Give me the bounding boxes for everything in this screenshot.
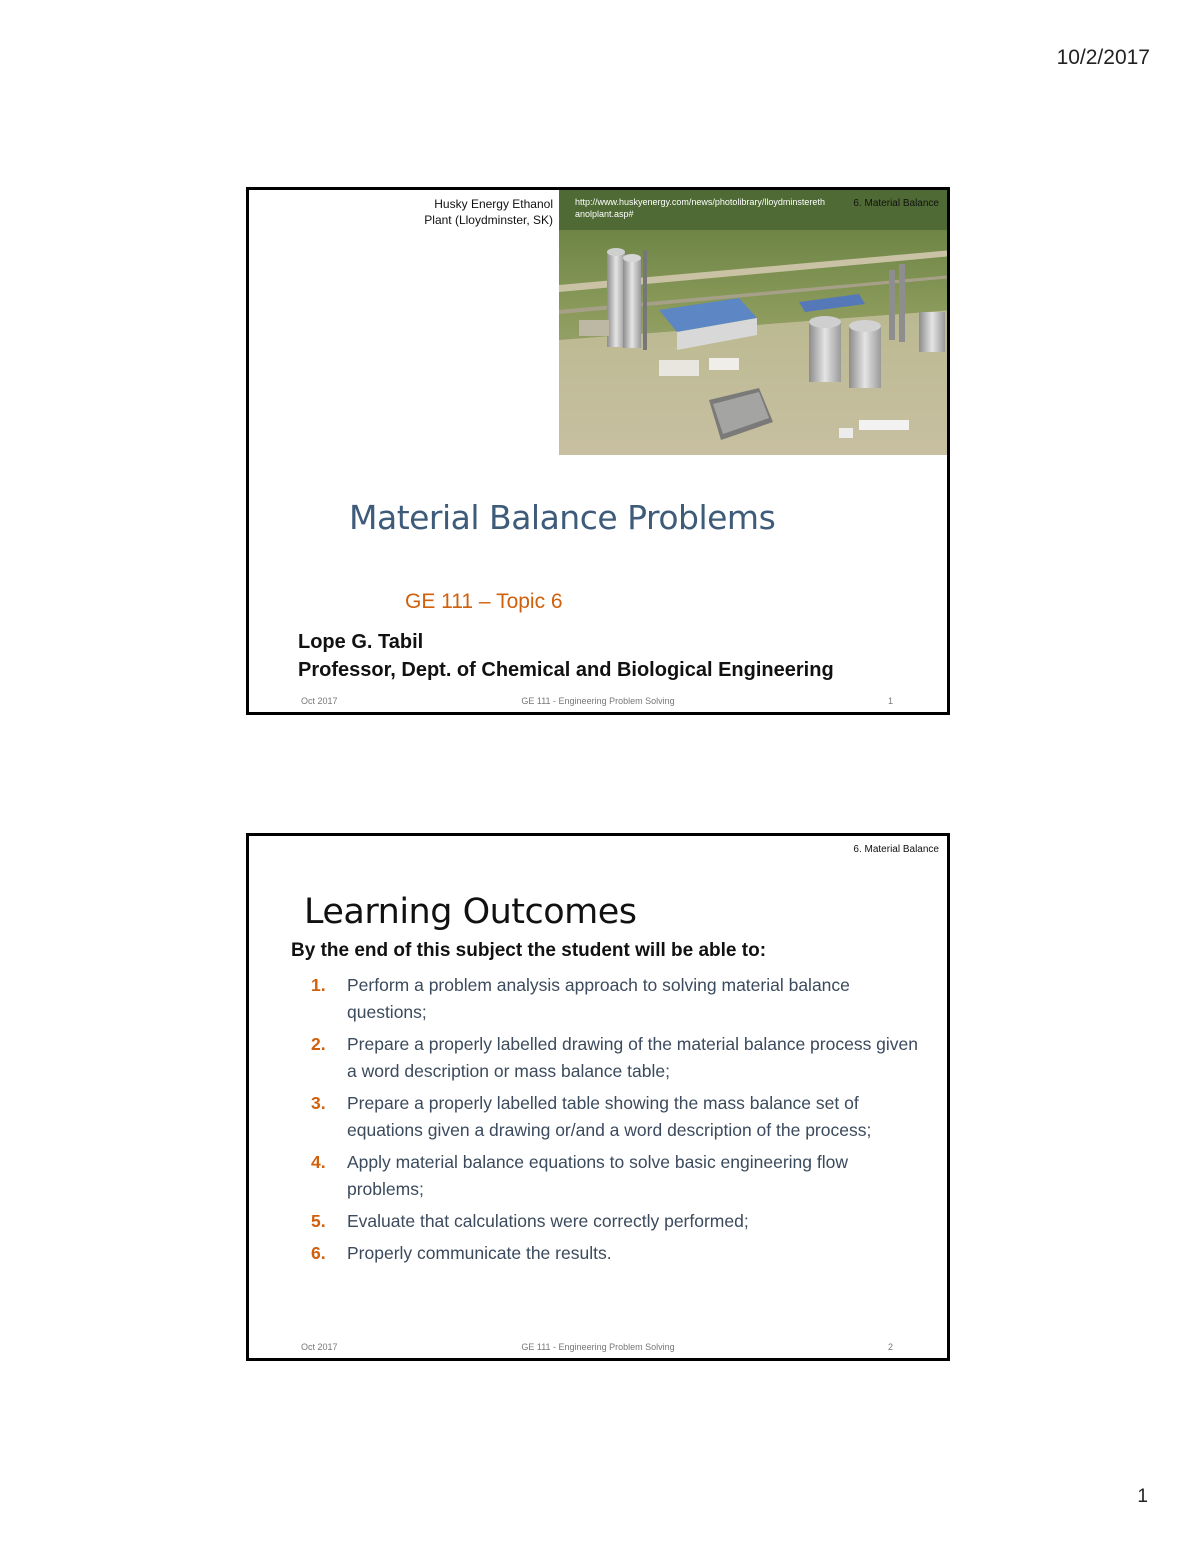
list-item [307, 1240, 927, 1267]
list-text: Evaluate that calculations were correctly performed; [347, 1211, 749, 1231]
author-block [298, 628, 834, 684]
list-number: 5. [311, 1211, 326, 1231]
list-number: 1. [311, 975, 326, 995]
list-item [307, 972, 927, 1026]
list-text: Apply material balance equations to solve basic engineering flow problems; [347, 1152, 848, 1199]
footer-date: Oct 2017 [301, 696, 338, 706]
photo-caption-line-2: Plant (Lloydminster, SK) [424, 213, 553, 227]
list-item [307, 1090, 927, 1144]
outcomes-lead: By the end of this subject the student will be able to: [291, 940, 767, 961]
section-tag: 6. Material Balance [853, 844, 939, 855]
list-item [307, 1031, 927, 1085]
page-date: 10/2/2017 [1056, 46, 1150, 69]
outcomes-list [307, 972, 927, 1272]
photo-caption [249, 196, 553, 228]
author-affiliation: Professor, Dept. of Chemical and Biological Engineering [298, 659, 834, 681]
photo-source-url[interactable]: http://www.huskyenergy.com/news/photolibrary/lloydminsterethanolplant.asp# [575, 197, 825, 219]
list-text: Perform a problem analysis approach to solving material balance questions; [347, 975, 850, 1022]
footer-date: Oct 2017 [301, 1342, 338, 1352]
slide-1 [246, 187, 950, 715]
list-number: 6. [311, 1243, 326, 1263]
list-number: 3. [311, 1093, 326, 1113]
list-number: 4. [311, 1152, 326, 1172]
list-item [307, 1208, 927, 1235]
author-name: Lope G. Tabil [298, 631, 424, 653]
slide-subtitle: GE 111 – Topic 6 [405, 590, 563, 613]
slide-title: Material Balance Problems [349, 498, 776, 537]
footer-course: GE 111 - Engineering Problem Solving [521, 1342, 675, 1352]
section-tag: 6. Material Balance [853, 198, 939, 209]
list-text: Prepare a properly labelled drawing of the material balance process given a word description or mass balance table; [347, 1034, 919, 1081]
page-number: 1 [1137, 1486, 1148, 1507]
footer-course: GE 111 - Engineering Problem Solving [521, 696, 675, 706]
list-text: Properly communicate the results. [347, 1243, 612, 1263]
list-text: Prepare a properly labelled table showing the mass balance set of equations given a drawing or/and a word description of the process; [347, 1093, 872, 1140]
footer-slide-number: 2 [887, 1342, 893, 1352]
list-number: 2. [311, 1034, 326, 1054]
slide-title: Learning Outcomes [304, 892, 637, 932]
slide-2 [246, 833, 950, 1361]
ethanol-plant-illustration [559, 190, 950, 455]
ethanol-plant-photo [559, 190, 950, 455]
footer-slide-number: 1 [887, 696, 893, 706]
photo-caption-line-1: Husky Energy Ethanol [434, 197, 553, 211]
list-item [307, 1149, 927, 1203]
